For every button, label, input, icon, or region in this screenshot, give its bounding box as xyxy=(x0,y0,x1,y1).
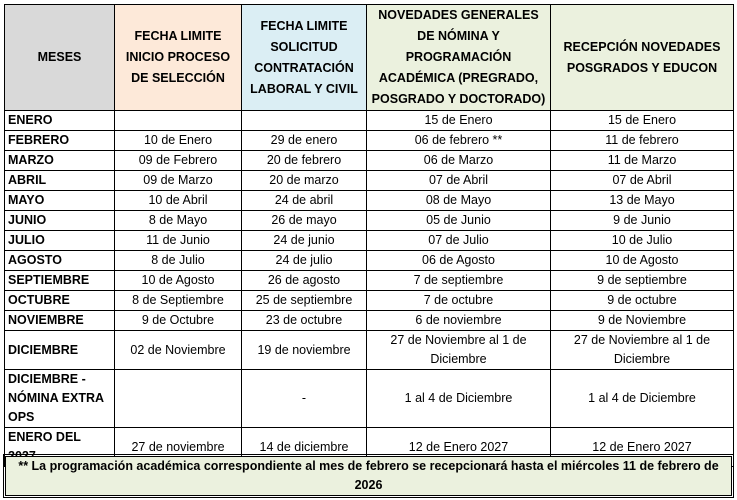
table-row xyxy=(5,151,734,171)
solicitud-contratacion-cell: 29 de enero xyxy=(242,131,367,151)
month-cell: ENERO DEL xyxy=(5,428,115,467)
novedades-nomina-cell: 05 de Junio xyxy=(367,211,551,231)
month-cell: NOVIEMBRE xyxy=(5,311,115,331)
inicio-seleccion-cell: 9 de Octubre xyxy=(115,311,242,331)
solicitud-contratacion-cell: 19 de noviembre xyxy=(242,331,367,370)
solicitud-contratacion-cell: 24 de abril xyxy=(242,191,367,211)
inicio-seleccion-cell: 09 de Marzo xyxy=(115,171,242,191)
table-row xyxy=(5,211,734,231)
solicitud-contratacion-cell: 23 de octubre xyxy=(242,311,367,331)
header-recepcion-posgrados: RECEPCIÓN NOVEDADES POSGRADOS Y EDUCON xyxy=(551,5,734,111)
solicitud-contratacion-cell: 26 de mayo xyxy=(242,211,367,231)
recepcion-posgrados-cell: 10 de Agosto xyxy=(551,251,734,271)
solicitud-contratacion-cell: 24 de julio xyxy=(242,251,367,271)
month-cell: AGOSTO xyxy=(5,251,115,271)
month-cell: JUNIO xyxy=(5,211,115,231)
inicio-seleccion-cell: 11 de Junio xyxy=(115,231,242,251)
month-cell: MAYO xyxy=(5,191,115,211)
inicio-seleccion-cell: 10 de Abril xyxy=(115,191,242,211)
inicio-seleccion-cell: 8 de Julio xyxy=(115,251,242,271)
month-cell: ENERO xyxy=(5,111,115,131)
solicitud-contratacion-cell: 20 de marzo xyxy=(242,171,367,191)
schedule-table xyxy=(4,4,734,467)
table-row xyxy=(5,191,734,211)
inicio-seleccion-cell: 10 de Enero xyxy=(115,131,242,151)
novedades-nomina-cell: 27 de Noviembre al 1 de Diciembre xyxy=(367,331,551,370)
novedades-nomina-cell: 07 de Julio xyxy=(367,231,551,251)
month-cell: OCTUBRE xyxy=(5,291,115,311)
novedades-nomina-cell: 07 de Abril xyxy=(367,171,551,191)
recepcion-posgrados-cell: 9 de octubre xyxy=(551,291,734,311)
novedades-nomina-cell: 06 de febrero ** xyxy=(367,131,551,151)
recepcion-posgrados-cell: 13 de Mayo xyxy=(551,191,734,211)
inicio-seleccion-cell: 27 de noviembre xyxy=(115,428,242,467)
header-row xyxy=(5,5,734,111)
table-row xyxy=(5,370,734,428)
solicitud-contratacion-cell: - xyxy=(242,370,367,428)
novedades-nomina-cell: 7 de septiembre xyxy=(367,271,551,291)
novedades-nomina-cell: 08 de Mayo xyxy=(367,191,551,211)
inicio-seleccion-cell: 09 de Febrero xyxy=(115,151,242,171)
recepcion-posgrados-cell: 10 de Julio xyxy=(551,231,734,251)
novedades-nomina-cell: 06 de Marzo xyxy=(367,151,551,171)
solicitud-contratacion-cell: 25 de septiembre xyxy=(242,291,367,311)
table-row xyxy=(5,231,734,251)
novedades-nomina-cell: 6 de noviembre xyxy=(367,311,551,331)
month-cell: DICIEMBRE - NÓMINA EXTRA OPS xyxy=(5,370,115,428)
solicitud-contratacion-cell: 24 de junio xyxy=(242,231,367,251)
recepcion-posgrados-cell: 11 de febrero xyxy=(551,131,734,151)
table-row xyxy=(5,111,734,131)
recepcion-posgrados-cell: 1 al 4 de Diciembre xyxy=(551,370,734,428)
header-meses: MESES xyxy=(5,5,115,111)
table-row xyxy=(5,271,734,291)
solicitud-contratacion-cell: 14 de diciembre xyxy=(242,428,367,467)
novedades-nomina-cell: 06 de Agosto xyxy=(367,251,551,271)
novedades-nomina-cell: 7 de octubre xyxy=(367,291,551,311)
recepcion-posgrados-cell: 27 de Noviembre al 1 de Diciembre xyxy=(551,331,734,370)
inicio-seleccion-cell: 8 de Septiembre xyxy=(115,291,242,311)
inicio-seleccion-cell xyxy=(115,111,242,131)
table-row xyxy=(5,331,734,370)
novedades-nomina-cell: 12 de Enero 2027 xyxy=(367,428,551,467)
recepcion-posgrados-cell: 07 de Abril xyxy=(551,171,734,191)
table-row xyxy=(5,131,734,151)
month-cell: ABRIL xyxy=(5,171,115,191)
month-cell: JULIO xyxy=(5,231,115,251)
table-row xyxy=(5,251,734,271)
inicio-seleccion-cell: 8 de Mayo xyxy=(115,211,242,231)
solicitud-contratacion-cell: 26 de agosto xyxy=(242,271,367,291)
solicitud-contratacion-cell xyxy=(242,111,367,131)
inicio-seleccion-cell xyxy=(115,370,242,428)
month-cell: FEBRERO xyxy=(5,131,115,151)
recepcion-posgrados-cell: 9 de septiembre xyxy=(551,271,734,291)
inicio-seleccion-cell: 10 de Agosto xyxy=(115,271,242,291)
table-row xyxy=(5,291,734,311)
month-cell: DICIEMBRE xyxy=(5,331,115,370)
month-cell: SEPTIEMBRE xyxy=(5,271,115,291)
recepcion-posgrados-cell: 9 de Junio xyxy=(551,211,734,231)
header-novedades-nomina: NOVEDADES GENERALES DE NÓMINA Y PROGRAMACIÓN ACADÉMICA (PREGRADO, POSGRADO Y DOCTORADO) xyxy=(367,5,551,111)
recepcion-posgrados-cell: 12 de Enero 2027 xyxy=(551,428,734,467)
footnote: ** La programación académica correspondiente al mes de febrero se recepcionará hasta el miércoles 11 de febrero de 2026 xyxy=(5,456,732,496)
header-inicio-seleccion: FECHA LIMITE INICIO PROCESO DE SELECCIÓN xyxy=(115,5,242,111)
recepcion-posgrados-cell: 9 de Noviembre xyxy=(551,311,734,331)
table-row xyxy=(5,311,734,331)
header-solicitud-contratacion: FECHA LIMITE SOLICITUD CONTRATACIÓN LABORAL Y CIVIL xyxy=(242,5,367,111)
solicitud-contratacion-cell: 20 de febrero xyxy=(242,151,367,171)
novedades-nomina-cell: 15 de Enero xyxy=(367,111,551,131)
recepcion-posgrados-cell: 15 de Enero xyxy=(551,111,734,131)
inicio-seleccion-cell: 02 de Noviembre xyxy=(115,331,242,370)
recepcion-posgrados-cell: 11 de Marzo xyxy=(551,151,734,171)
month-cell: MARZO xyxy=(5,151,115,171)
table-row xyxy=(5,171,734,191)
novedades-nomina-cell: 1 al 4 de Diciembre xyxy=(367,370,551,428)
